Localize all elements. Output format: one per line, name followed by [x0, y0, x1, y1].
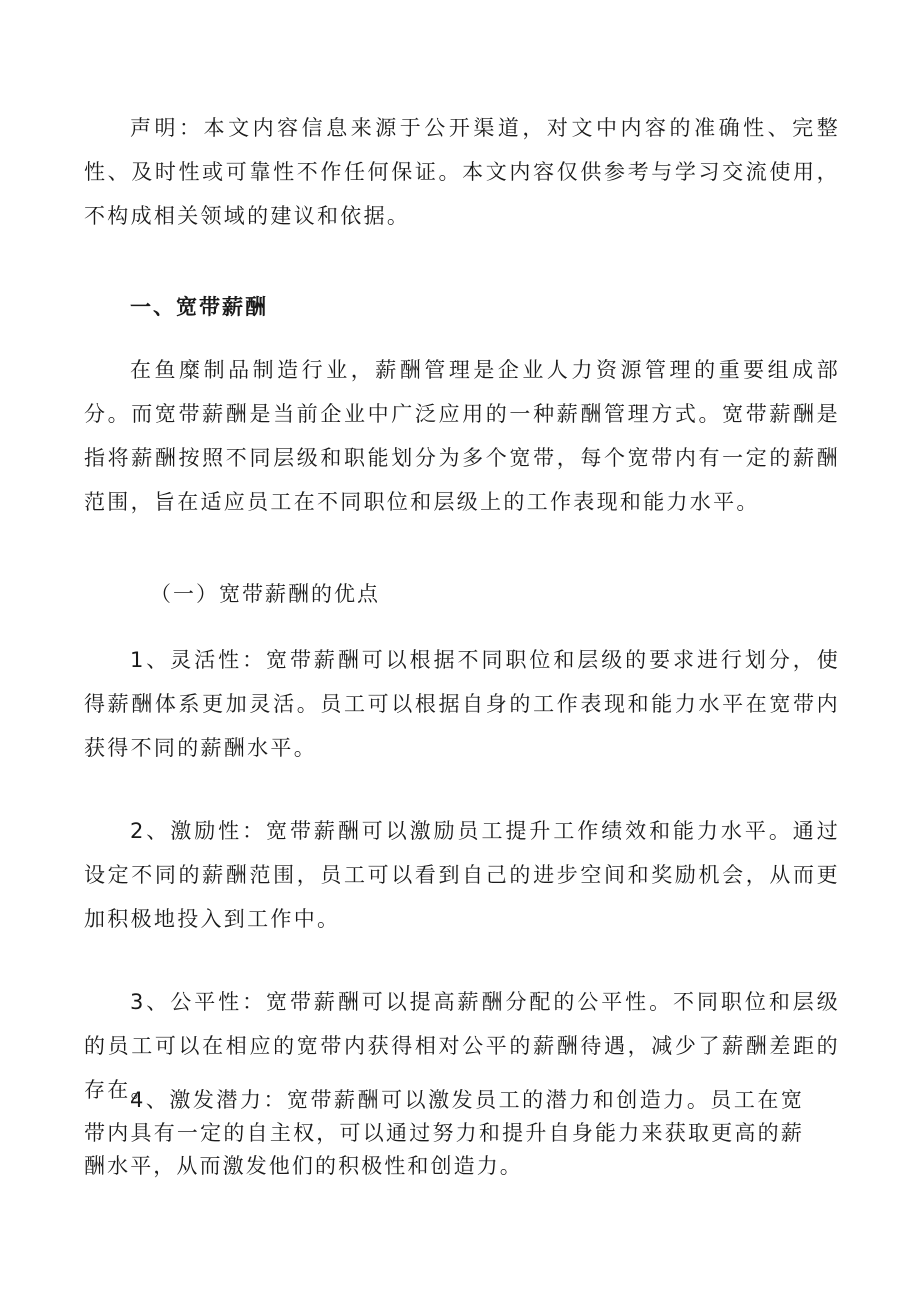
point-fairness: 3、公平性：宽带薪酬可以提高薪酬分配的公平性。不同职位和层级的员工可以在相应的宽带内获得相对公平的薪酬待遇，减少了薪酬差距的存在。 — [84, 990, 840, 1102]
point-motivation: 2、激励性：宽带薪酬可以激励员工提升工作绩效和能力水平。通过设定不同的薪酬范围，员工可以看到自己的进步空间和奖励机会，从而更加积极地投入到工作中。 — [84, 819, 840, 931]
section-heading: 一、宽带薪酬 — [130, 295, 268, 319]
point-potential: 4、激发潜力：宽带薪酬可以激发员工的潜力和创造力。员工在宽带内具有一定的自主权，可以通过努力和提升自身能力来获取更高的薪酬水平，从而激发他们的积极性和创造力。 — [84, 1088, 804, 1178]
point-flexibility: 1、灵活性：宽带薪酬可以根据不同职位和层级的要求进行划分，使得薪酬体系更加灵活。员工可以根据自身的工作表现和能力水平在宽带内获得不同的薪酬水平。 — [84, 648, 840, 760]
subsection-heading: （一）宽带薪酬的优点 — [150, 582, 380, 606]
disclaimer-paragraph: 声明：本文内容信息来源于公开渠道，对文中内容的准确性、完整性、及时性或可靠性不作任何保证。本文内容仅供参考与学习交流使用，不构成相关领域的建议和依据。 — [84, 116, 840, 228]
intro-paragraph: 在鱼糜制品制造行业，薪酬管理是企业人力资源管理的重要组成部分。而宽带薪酬是当前企业中广泛应用的一种薪酬管理方式。宽带薪酬是指将薪酬按照不同层级和职能划分为多个宽带，每个宽带内有一定的薪酬范围，旨在适应员工在不同职位和层级上的工作表现和能力水平。 — [84, 358, 840, 514]
